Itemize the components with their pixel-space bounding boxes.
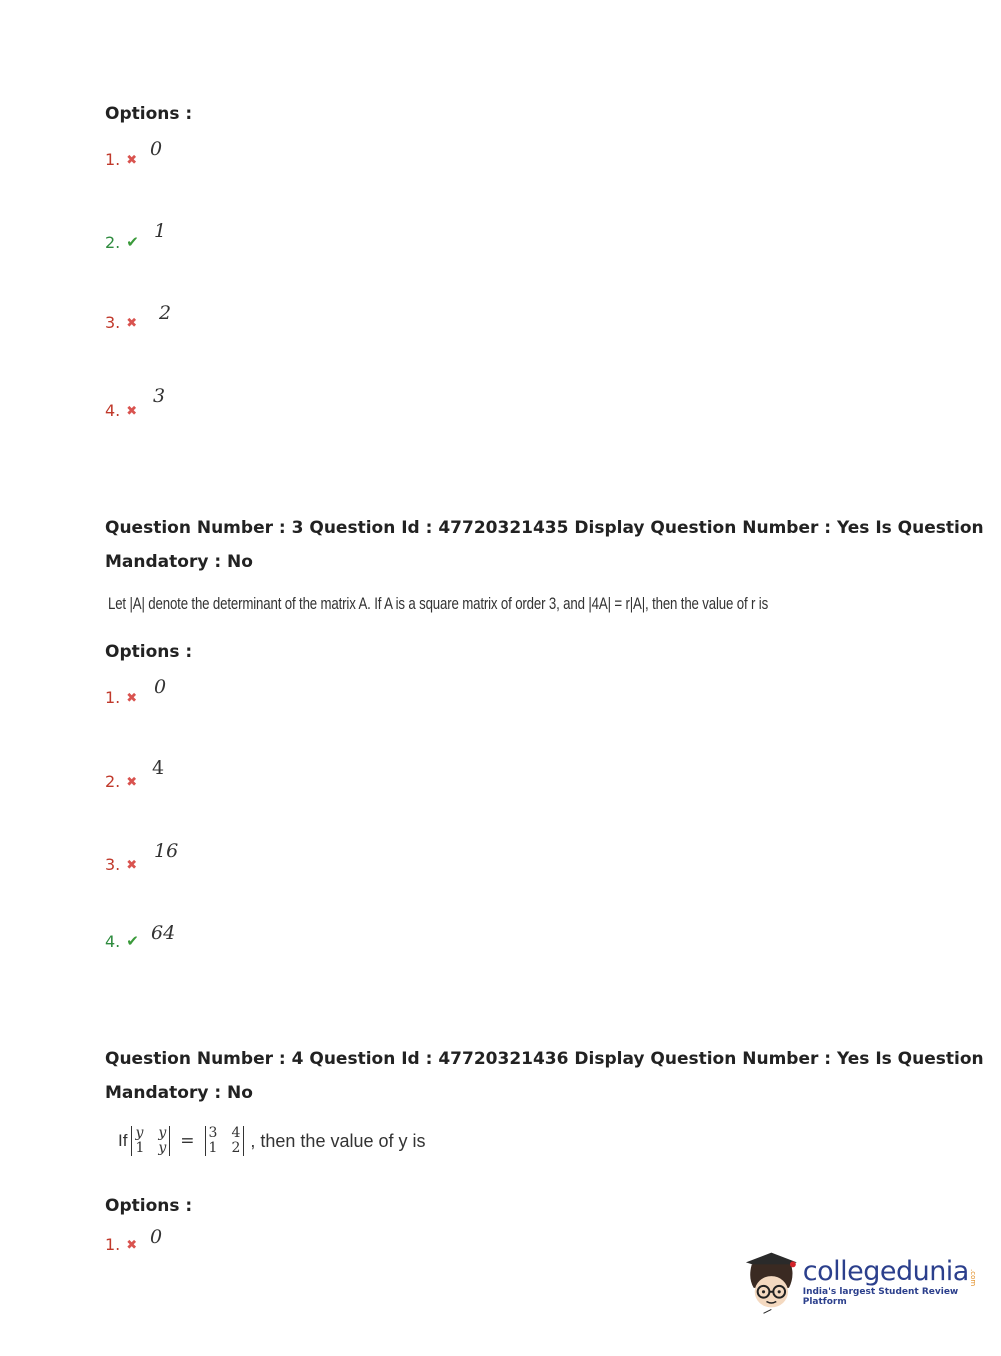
- cross-icon: ✖: [126, 316, 138, 331]
- option-item: [105, 855, 137, 874]
- option-value: 2: [159, 302, 172, 324]
- question-mandatory: Mandatory : No: [105, 552, 253, 572]
- cross-icon: ✖: [126, 691, 138, 706]
- option-value: 4: [152, 757, 165, 779]
- collegedunia-logo: [742, 1248, 1001, 1314]
- if-word: If: [118, 1131, 128, 1150]
- options-label: Options :: [105, 104, 193, 124]
- question-header: Question Number : 3 Question Id : 47720321435 Display Question Number : Yes Is Question: [105, 518, 984, 538]
- option-item: [105, 688, 137, 707]
- cross-icon: ✖: [126, 404, 138, 419]
- option-item: [105, 233, 139, 252]
- option-value: 3: [153, 385, 166, 407]
- equals-sign: =: [180, 1131, 195, 1151]
- det-entry: 3: [208, 1125, 218, 1141]
- det-entry: y: [135, 1125, 144, 1141]
- question-tail: , then the value of y is: [250, 1130, 426, 1151]
- question-text: Let |A| denote the determinant of the matrix A. If A is a square matrix of order 3, and |4A| = r|A|, then the value of r is: [108, 594, 769, 613]
- option-number: 2.: [105, 233, 121, 252]
- logo-tagline: India's largest Student Review Platform: [802, 1286, 959, 1307]
- option-item: [105, 401, 137, 420]
- cross-icon: ✖: [126, 775, 138, 790]
- logo-name: collegedunia: [802, 1255, 969, 1287]
- option-item: [105, 1235, 137, 1254]
- cross-icon: ✖: [126, 858, 138, 873]
- cross-icon: ✖: [126, 1238, 138, 1253]
- options-label: Options :: [105, 1196, 193, 1216]
- question-header: Question Number : 4 Question Id : 47720321436 Display Question Number : Yes Is Question: [105, 1049, 984, 1069]
- det-entry: 2: [231, 1140, 241, 1156]
- option-number: 1.: [105, 688, 121, 707]
- det-entry: y: [158, 1125, 167, 1141]
- option-value: 0: [150, 1226, 163, 1248]
- option-item: [105, 150, 137, 169]
- option-number: 1.: [105, 150, 121, 169]
- logo-suffix: .com: [968, 1269, 977, 1287]
- option-value: 16: [154, 840, 179, 862]
- option-item: [105, 932, 139, 951]
- check-icon: ✔: [126, 233, 139, 251]
- det-entry: 4: [231, 1125, 241, 1141]
- option-number: 4.: [105, 401, 121, 420]
- det-entry: 1: [208, 1140, 218, 1156]
- option-number: 4.: [105, 932, 121, 951]
- options-label: Options :: [105, 642, 193, 662]
- option-value: 0: [150, 138, 163, 160]
- option-number: 2.: [105, 772, 121, 791]
- option-value: 1: [154, 220, 167, 242]
- option-number: 1.: [105, 1235, 121, 1254]
- check-icon: ✔: [126, 932, 139, 950]
- determinant-right: [205, 1126, 245, 1156]
- mascot-icon: [742, 1248, 801, 1314]
- question-mandatory: Mandatory : No: [105, 1083, 253, 1103]
- determinant-left: [131, 1126, 170, 1156]
- det-entry: y: [158, 1140, 167, 1156]
- question-text: [118, 1126, 426, 1156]
- option-value: 0: [154, 676, 167, 698]
- option-item: [105, 772, 137, 791]
- option-number: 3.: [105, 313, 121, 332]
- cross-icon: ✖: [126, 153, 138, 168]
- option-value: 64: [151, 922, 176, 944]
- option-item: [105, 313, 137, 332]
- det-entry: 1: [135, 1140, 145, 1156]
- option-number: 3.: [105, 855, 121, 874]
